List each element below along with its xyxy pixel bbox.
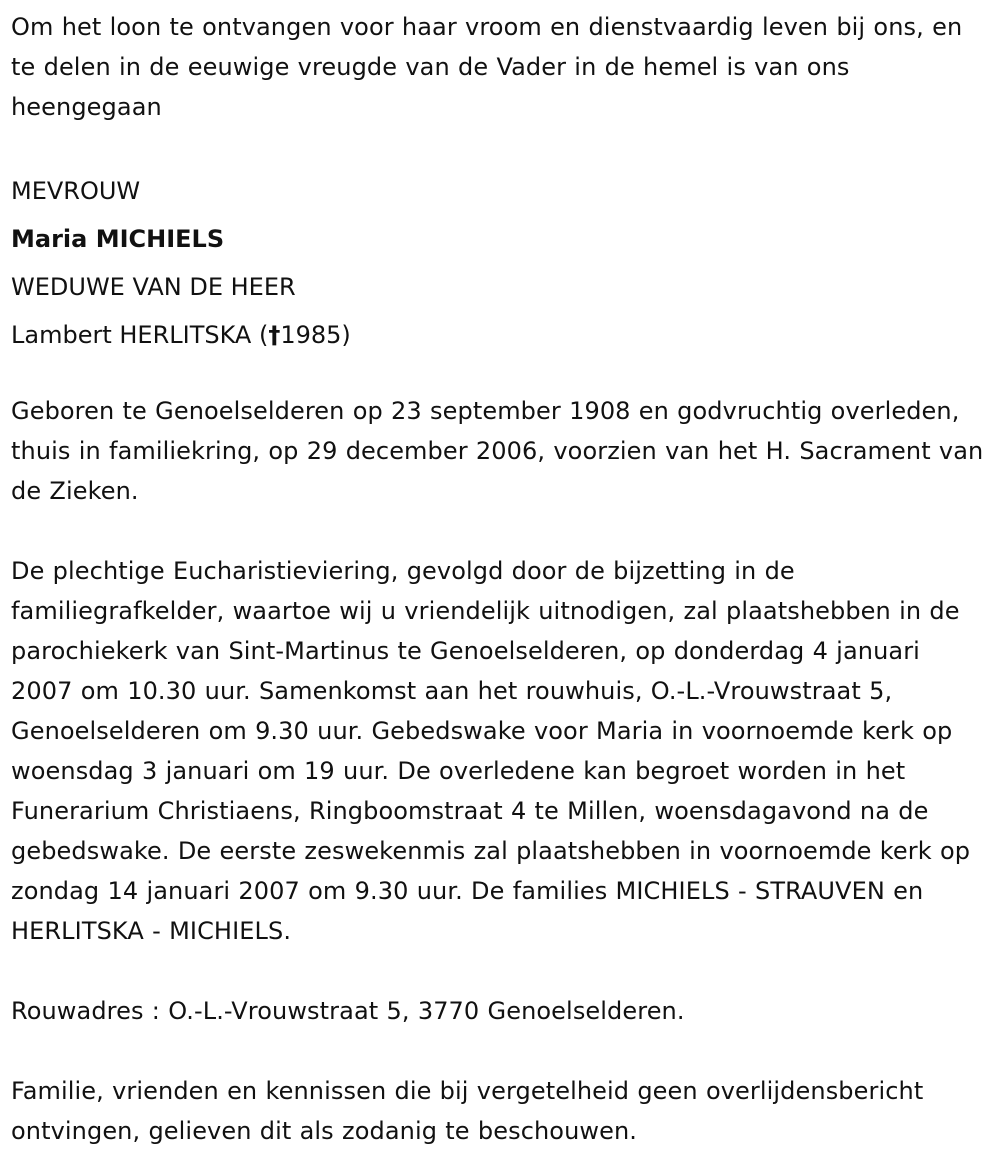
spouse-line <box>11 311 988 359</box>
spacer <box>11 1031 988 1071</box>
ceremony-paragraph: De plechtige Eucharistieviering, gevolgd door de bijzetting in de familiegrafkelder, waartoe wij u vriendelijk uitnodigen, zal plaatshebben in de parochiekerk van Sint-Martinus te Genoelselderen, op donderdag 4 januari 2007 om 10.30 uur. Samenkomst aan het rouwhuis, O.-L.-Vrouwstraat 5, Genoelselderen om 9.30 uur. Gebedswake voor Maria in voornoemde kerk op woensdag 3 januari om 19 uur. De overledene kan begroet worden in het Funerarium Christiaens, Ringboomstraat 4 te Millen, woensdagavond na de gebedswake. De eerste zeswekenmis zal plaatshebben in voornoemde kerk op zondag 14 januari 2007 om 9.30 uur. De families MICHIELS - STRAUVEN en HERLITSKA - MICHIELS. <box>11 557 971 945</box>
mourning-address: Rouwadres : O.-L.-Vrouwstraat 5, 3770 Genoelselderen. <box>11 997 685 1025</box>
spouse-name: Lambert HERLITSKA ( <box>11 321 269 349</box>
birth-death-paragraph: Geboren te Genoelselderen op 23 september 1908 en godvruchtig overleden, thuis in familiekring, op 29 december 2006, voorzien van het H. Sacrament van de Zieken. <box>11 397 984 505</box>
spacer <box>11 359 988 391</box>
widow-line: WEDUWE VAN DE HEER <box>11 273 296 301</box>
spouse-death-year: 1985) <box>280 321 351 349</box>
closing-paragraph: Familie, vrienden en kennissen die bij vergetelheid geen overlijdensbericht ontvingen, gelieven dit als zodanig te beschouwen. <box>11 1077 924 1145</box>
cross-icon: † <box>268 321 281 349</box>
honorific-title: MEVROUW <box>11 177 141 205</box>
deceased-block <box>11 167 988 359</box>
spacer <box>11 127 988 167</box>
spacer <box>11 511 988 551</box>
intro-paragraph: Om het loon te ontvangen voor haar vroom en dienstvaardig leven bij ons, en te delen in de eeuwige vreugde van de Vader in de hemel is van ons heengegaan <box>11 13 963 121</box>
deceased-name: Maria MICHIELS <box>11 225 225 253</box>
spacer <box>11 951 988 991</box>
